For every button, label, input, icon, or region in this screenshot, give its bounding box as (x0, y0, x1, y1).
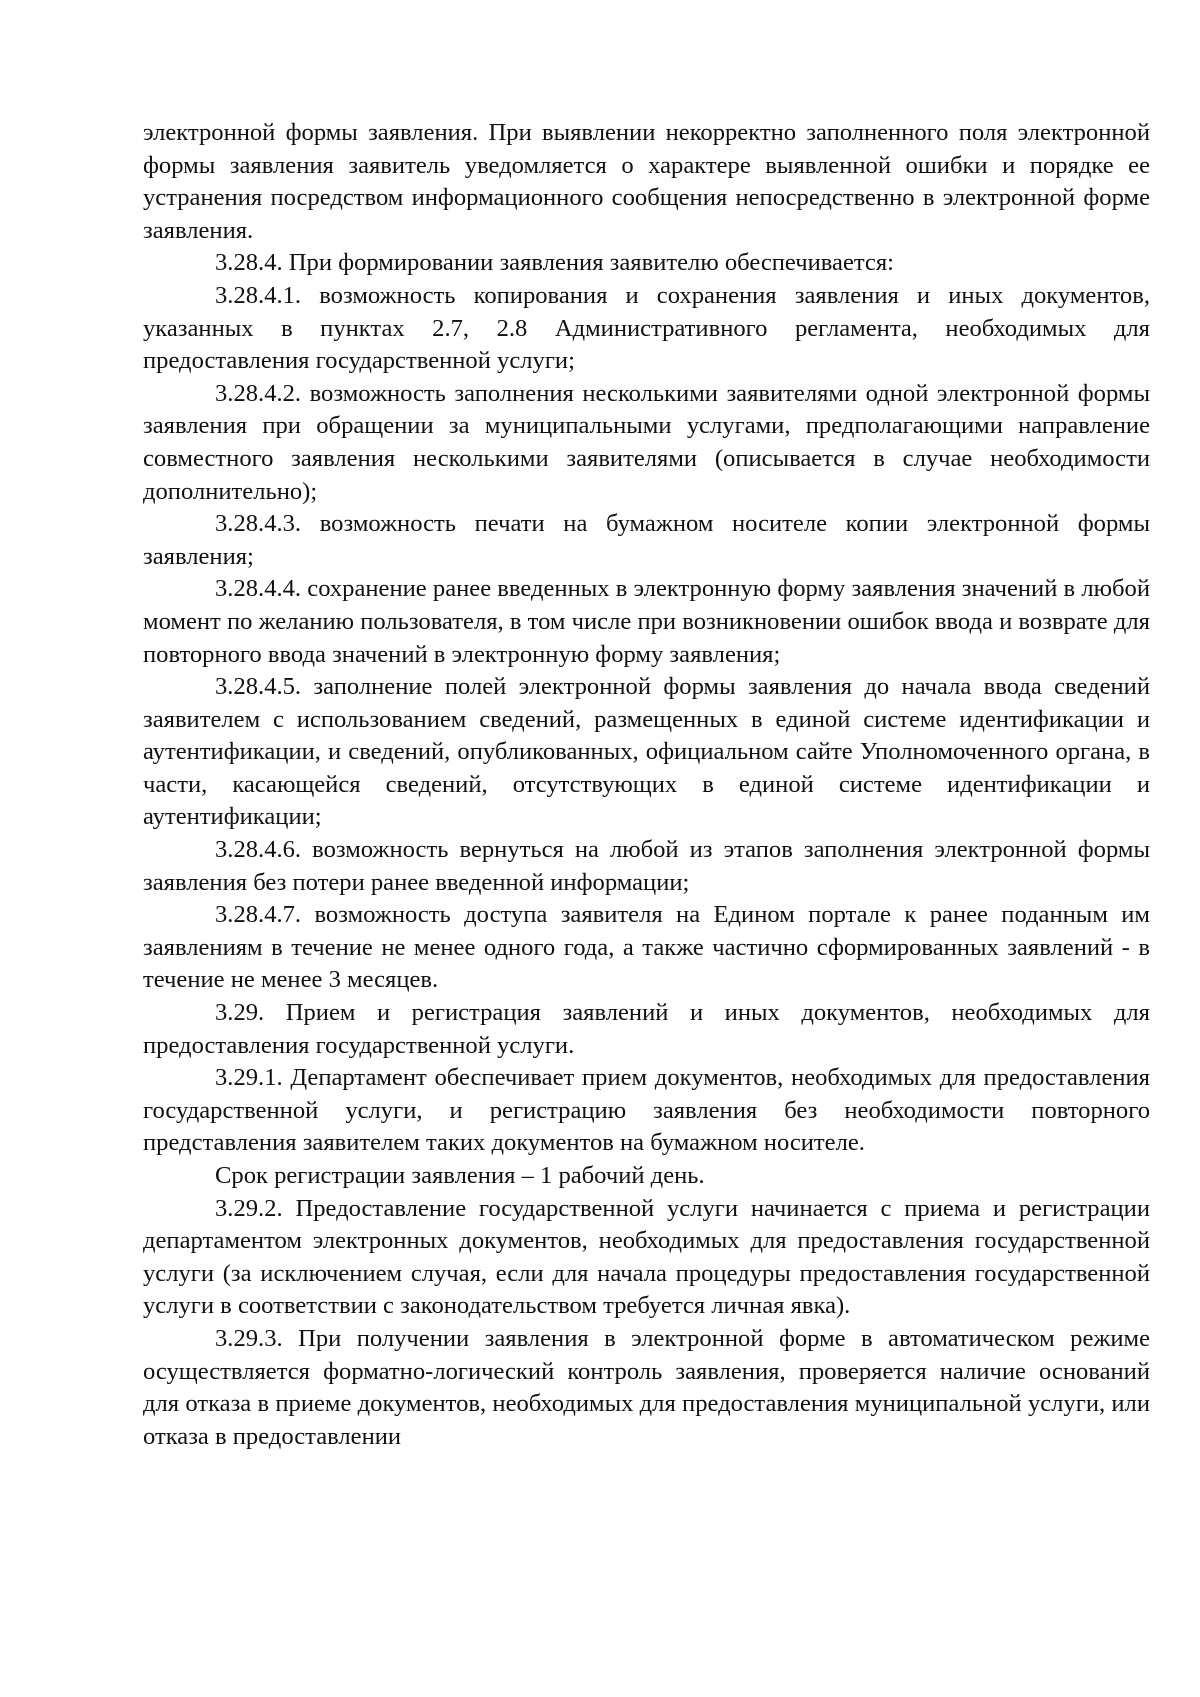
paragraph-3-28-4-5: 3.28.4.5. заполнение полей электронной формы заявления до начала ввода сведений заявителем с использованием сведений, размещенных в единой системе идентификации и аутентификации, и сведений, опубликованных, официальном сайте Уполномоченного органа, в части, касающейся сведений, отсутствующих в единой системе идентификации и аутентификации; (143, 673, 1150, 831)
paragraph-3-28-4-2: 3.28.4.2. возможность заполнения несколькими заявителями одной электронной формы заявления при обращении за муниципальными услугами, предполагающими направление совместного заявления несколькими заявителями (описывается в случае необходимости дополнительно); (143, 379, 1150, 505)
paragraph-3-28-4: 3.28.4. При формировании заявления заявителю обеспечивается: (215, 249, 894, 277)
paragraph-registration-term: Срок регистрации заявления – 1 рабочий день. (215, 1162, 705, 1189)
paragraph-3-28-4-1: 3.28.4.1. возможность копирования и сохранения заявления и иных документов, указанных в пунктах 2.7, 2.8 Административного регламента, необходимых для предоставления государственной услуги; (143, 281, 1150, 375)
paragraph-3-28-4-3: 3.28.4.3. возможность печати на бумажном носителе копии электронной формы заявления; (143, 510, 1150, 570)
paragraph-3-29-2: 3.29.2. Предоставление государственной услуги начинается с приема и регистрации департаментом электронных документов, необходимых для предоставления государственной услуги (за исключением случая, если для начала процедуры предоставления государственной услуги в соответствии с законодательством требуется личная явка). (143, 1194, 1150, 1320)
paragraph-3-29-1: 3.29.1. Департамент обеспечивает прием документов, необходимых для предоставления государственной услуги, и регистрацию заявления без необходимости повторного представления заявителем таких документов на бумажном носителе. (143, 1064, 1150, 1157)
paragraph-3-28-4-6: 3.28.4.6. возможность вернуться на любой из этапов заполнения электронной формы заявления без потери ранее введенной информации; (143, 836, 1150, 896)
paragraph-3-29: 3.29. Прием и регистрация заявлений и иных документов, необходимых для предоставления государственной услуги. (143, 999, 1150, 1059)
paragraph-3-28-4-7: 3.28.4.7. возможность доступа заявителя на Едином портале к ранее поданным им заявлениям в течение не менее одного года, а также частично сформированных заявлений - в течение не менее 3 месяцев. (143, 901, 1150, 994)
paragraph-3-28-4-4: 3.28.4.4. сохранение ранее введенных в электронную форму заявления значений в любой момент по желанию пользователя, в том числе при возникновении ошибок ввода и возврате для повторного ввода значений в электронную форму заявления; (143, 575, 1150, 668)
paragraph-electronic-form-errors: электронной формы заявления. При выявлении некорректно заполненного поля электронной формы заявления заявитель уведомляется о характере выявленной ошибки и порядке ее устранения посредством информационного сообщения непосредственно в электронной форме заявления. (143, 119, 1150, 244)
paragraph-3-29-3: 3.29.3. При получении заявления в электронной форме в автоматическом режиме осуществляется форматно-логический контроль заявления, проверяется наличие оснований для отказа в приеме документов, необходимых для предоставления муниципальной услуги, или отказа в предоставлении (143, 1324, 1150, 1450)
document-page (143, 117, 1150, 1453)
